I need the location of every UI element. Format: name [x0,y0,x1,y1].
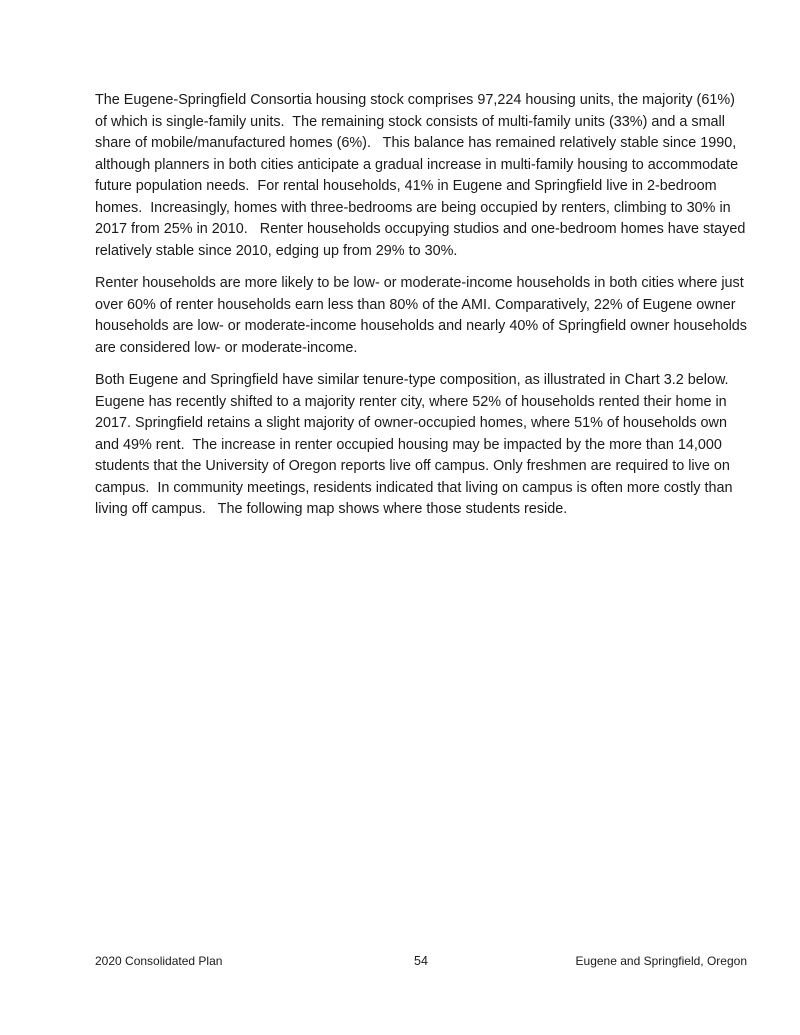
paragraph-housing-stock: The Eugene-Springfield Consortia housing stock comprises 97,224 housing units, the majority (61%) of which is single-family units. The remaining stock consists of multi-family units (33%) and a small share of mobile/manufactured homes (6%). This balance has remained relatively stable since 1990, although planners in both cities anticipate a gradual increase in multi-family housing to accommodate future population needs. For rental households, 41% in Eugene and Springfield live in 2-bedroom homes. Increasingly, homes with three-bedrooms are being occupied by renters, climbing to 30% in 2017 from 25% in 2010. Renter households occupying studios and one-bedroom homes have stayed relatively stable since 2010, edging up from 29% to 30%. [95,92,750,259]
body-text [95,90,751,532]
footer-document-title: 2020 Consolidated Plan [95,954,223,968]
paragraph-renter-income: Renter households are more likely to be low- or moderate-income households in both cities where just over 60% of renter households earn less than 80% of the AMI. Comparatively, 22% of Eugene owner households are low- or moderate-income households and nearly 40% of Springfield owner households are considered low- or moderate-income. [95,275,751,356]
paragraph-tenure-composition: Both Eugene and Springfield have similar tenure-type composition, as illustrated in Chart 3.2 below. Eugene has recently shifted to a majority renter city, where 52% of households rented their home in 2017. Springfield retains a slight majority of owner-occupied homes, where 51% of households own and 49% rent. The increase in renter occupied housing may be impacted by the more than 14,000 students that the University of Oregon reports live off campus. Only freshmen are required to live on campus. In community meetings, residents indicated that living on campus is often more costly than living off campus. The following map shows where those students reside. [95,372,737,517]
footer-location: Eugene and Springfield, Oregon [575,954,747,968]
page-footer [95,953,747,969]
footer-page-number: 54 [414,954,428,968]
